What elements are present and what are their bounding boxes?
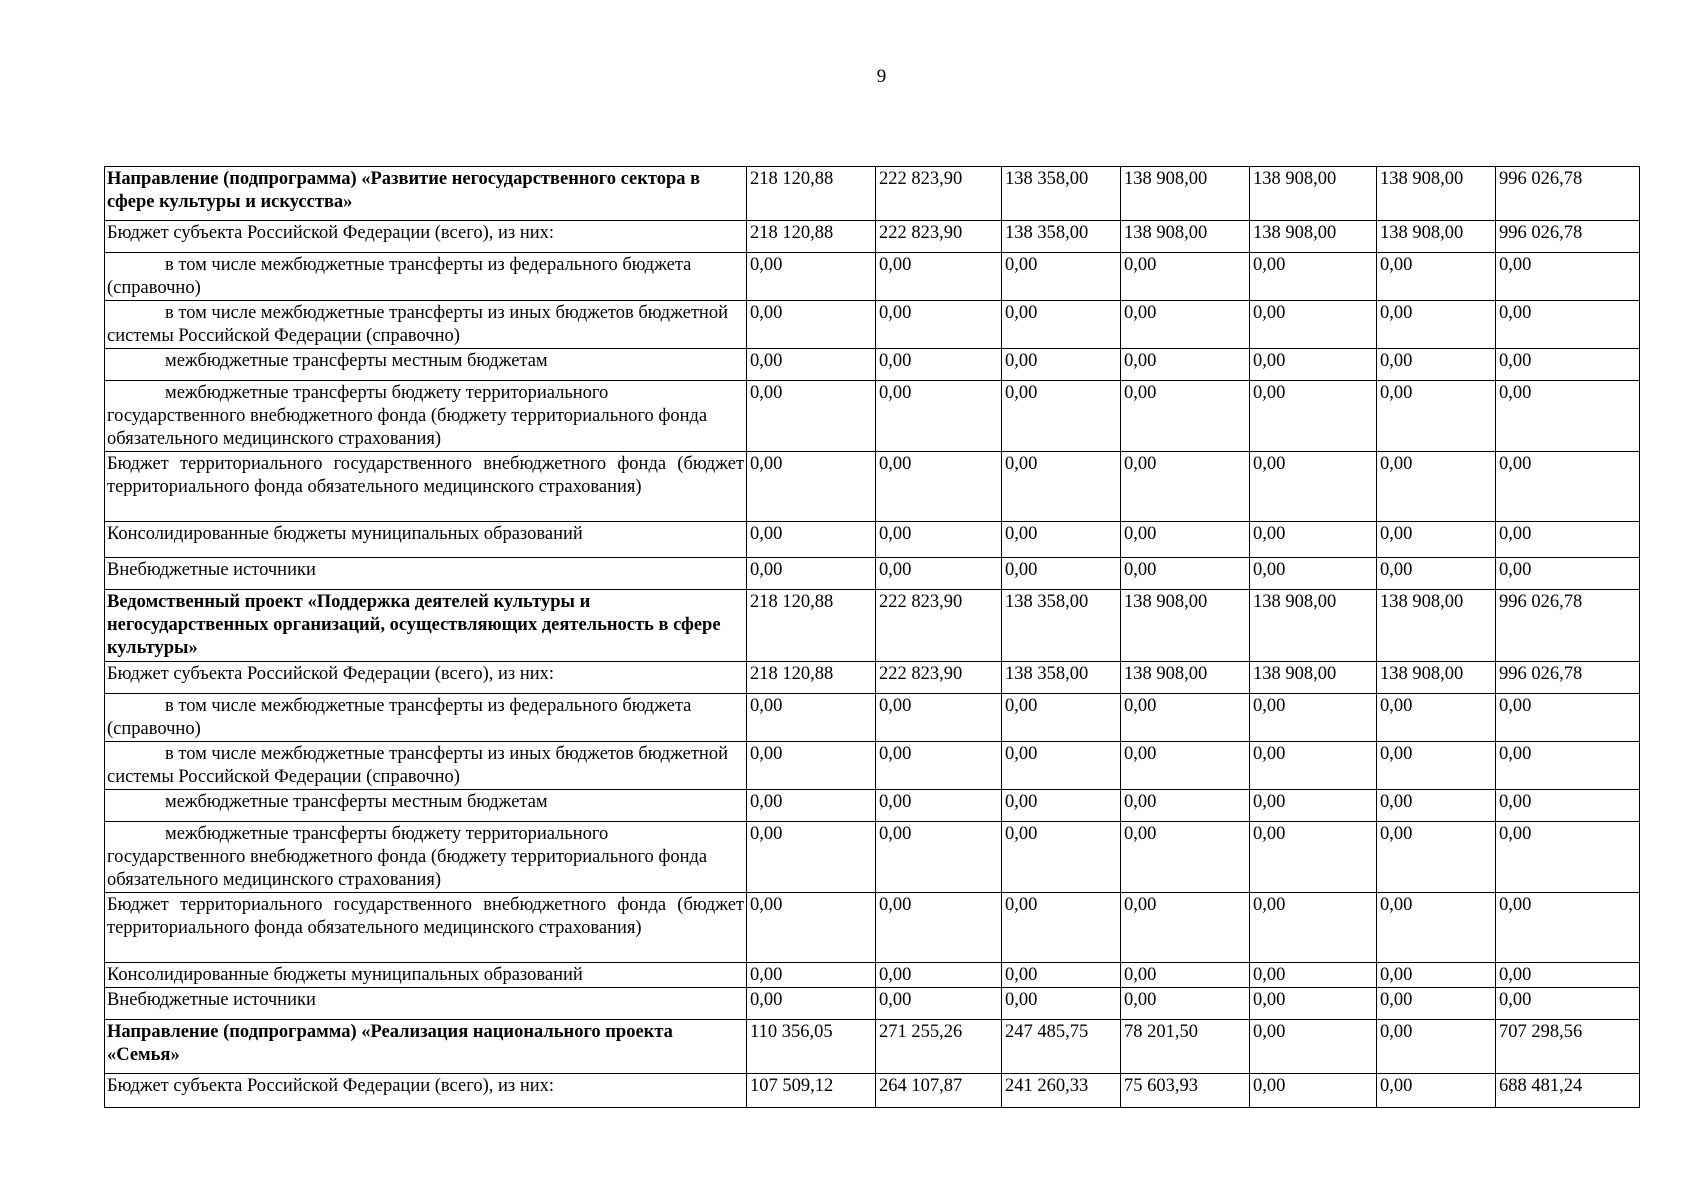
table-row — [105, 167, 1640, 221]
row-label — [105, 253, 747, 301]
cell-value: 218 120,88 — [747, 662, 876, 694]
cell-value: 0,00 — [1121, 301, 1250, 349]
cell-value: 138 358,00 — [1002, 221, 1121, 253]
cell-value: 0,00 — [1377, 790, 1496, 822]
budget-table — [104, 166, 1640, 1108]
cell-value: 138 908,00 — [1250, 221, 1377, 253]
cell-value: 0,00 — [1250, 1074, 1377, 1108]
row-label-text: в том числе межбюджетные трансферты из федерального бюджета (справочно) — [107, 696, 692, 739]
cell-value: 0,00 — [876, 790, 1002, 822]
cell-value: 0,00 — [747, 522, 876, 558]
cell-total: 0,00 — [1496, 790, 1640, 822]
row-label — [105, 349, 747, 381]
row-label — [105, 790, 747, 822]
row-label — [105, 822, 747, 893]
cell-value: 0,00 — [1121, 822, 1250, 893]
row-label — [105, 742, 747, 790]
cell-value: 0,00 — [1250, 742, 1377, 790]
cell-value: 0,00 — [1250, 381, 1377, 452]
cell-value: 0,00 — [1002, 452, 1121, 522]
cell-total: 0,00 — [1496, 822, 1640, 893]
cell-value: 78 201,50 — [1121, 1020, 1250, 1074]
row-label-text: Ведомственный проект «Поддержка деятелей культуры и негосударственных организаций, осуществляющих деятельность в сфере культуры» — [107, 592, 721, 658]
cell-value: 138 908,00 — [1377, 221, 1496, 253]
cell-value: 0,00 — [1002, 349, 1121, 381]
cell-value: 0,00 — [1002, 822, 1121, 893]
cell-value: 0,00 — [1250, 558, 1377, 590]
cell-value: 0,00 — [1002, 893, 1121, 963]
cell-value: 0,00 — [1377, 558, 1496, 590]
row-label-text: Направление (подпрограмма) «Развитие негосударственного сектора в сфере культуры и искусства» — [107, 169, 701, 212]
cell-total: 0,00 — [1496, 963, 1640, 988]
cell-value: 0,00 — [1250, 893, 1377, 963]
cell-total: 0,00 — [1496, 742, 1640, 790]
cell-value: 107 509,12 — [747, 1074, 876, 1108]
table-row — [105, 742, 1640, 790]
row-label — [105, 590, 747, 662]
row-label-text: Бюджет субъекта Российской Федерации (всего), из них: — [107, 664, 555, 684]
cell-value: 0,00 — [1250, 822, 1377, 893]
table-row — [105, 221, 1640, 253]
cell-value: 0,00 — [1250, 1020, 1377, 1074]
cell-value: 138 908,00 — [1121, 662, 1250, 694]
cell-value: 0,00 — [1377, 963, 1496, 988]
cell-value: 0,00 — [1002, 558, 1121, 590]
cell-value: 138 908,00 — [1250, 662, 1377, 694]
cell-value: 0,00 — [747, 253, 876, 301]
cell-value: 0,00 — [747, 349, 876, 381]
row-label — [105, 167, 747, 221]
cell-value: 138 908,00 — [1377, 590, 1496, 662]
table-row — [105, 1074, 1640, 1108]
row-label — [105, 301, 747, 349]
cell-value: 0,00 — [1250, 988, 1377, 1020]
cell-value: 138 908,00 — [1250, 590, 1377, 662]
cell-value: 0,00 — [1121, 742, 1250, 790]
row-label-text: Бюджет территориального государственного внебюджетного фонда (бюджет территориального фонда обязательного медицинского страхования) — [107, 895, 744, 938]
row-label-text: Внебюджетные источники — [107, 560, 316, 580]
cell-value: 0,00 — [876, 452, 1002, 522]
cell-value: 0,00 — [1377, 349, 1496, 381]
cell-value: 0,00 — [1002, 988, 1121, 1020]
cell-value: 0,00 — [1002, 963, 1121, 988]
row-label — [105, 1020, 747, 1074]
cell-value: 0,00 — [747, 301, 876, 349]
row-label-text: межбюджетные трансферты местным бюджетам — [165, 351, 548, 371]
row-label-text: Консолидированные бюджеты муниципальных образований — [107, 965, 583, 985]
cell-value: 0,00 — [876, 301, 1002, 349]
table-row — [105, 253, 1640, 301]
cell-total: 996 026,78 — [1496, 590, 1640, 662]
row-label — [105, 1074, 747, 1108]
cell-value: 0,00 — [1121, 253, 1250, 301]
cell-value: 0,00 — [1250, 522, 1377, 558]
cell-value: 0,00 — [1377, 742, 1496, 790]
cell-value: 0,00 — [1002, 253, 1121, 301]
row-label-text: межбюджетные трансферты бюджету территориального государственного внебюджетного фонда (бюджету территориального фонда обязательного медицинского страхования) — [107, 383, 708, 449]
cell-value: 0,00 — [1377, 253, 1496, 301]
cell-value: 0,00 — [876, 558, 1002, 590]
cell-value: 0,00 — [1250, 253, 1377, 301]
table-row — [105, 790, 1640, 822]
cell-value: 0,00 — [876, 988, 1002, 1020]
row-label-text: Бюджет территориального государственного внебюджетного фонда (бюджет территориального фонда обязательного медицинского страхования) — [107, 454, 744, 497]
table-row — [105, 522, 1640, 558]
cell-value: 0,00 — [1377, 522, 1496, 558]
cell-value: 0,00 — [1002, 742, 1121, 790]
cell-value: 0,00 — [1121, 790, 1250, 822]
table-row — [105, 558, 1640, 590]
cell-total: 0,00 — [1496, 558, 1640, 590]
table-row — [105, 452, 1640, 522]
cell-value: 247 485,75 — [1002, 1020, 1121, 1074]
cell-value: 0,00 — [1250, 694, 1377, 742]
cell-value: 0,00 — [1250, 790, 1377, 822]
cell-value: 0,00 — [876, 822, 1002, 893]
cell-value: 0,00 — [747, 790, 876, 822]
row-label-text: Консолидированные бюджеты муниципальных образований — [107, 524, 583, 544]
cell-value: 218 120,88 — [747, 590, 876, 662]
cell-value: 0,00 — [876, 963, 1002, 988]
row-label-text: межбюджетные трансферты бюджету территориального государственного внебюджетного фонда (бюджету территориального фонда обязательного медицинского страхования) — [107, 824, 708, 890]
cell-value: 264 107,87 — [876, 1074, 1002, 1108]
table-row — [105, 963, 1640, 988]
table-row — [105, 349, 1640, 381]
table-row — [105, 381, 1640, 452]
cell-value: 271 255,26 — [876, 1020, 1002, 1074]
table-body — [105, 167, 1640, 1108]
row-label-text: Внебюджетные источники — [107, 990, 316, 1010]
cell-value: 0,00 — [1121, 381, 1250, 452]
row-label — [105, 893, 747, 963]
row-label — [105, 988, 747, 1020]
cell-value: 138 908,00 — [1121, 167, 1250, 221]
cell-value: 0,00 — [747, 694, 876, 742]
cell-value: 0,00 — [1250, 349, 1377, 381]
cell-total: 707 298,56 — [1496, 1020, 1640, 1074]
table-row — [105, 694, 1640, 742]
cell-value: 0,00 — [1377, 301, 1496, 349]
cell-value: 0,00 — [1377, 988, 1496, 1020]
cell-value: 75 603,93 — [1121, 1074, 1250, 1108]
cell-value: 0,00 — [876, 522, 1002, 558]
cell-value: 0,00 — [1121, 522, 1250, 558]
cell-value: 222 823,90 — [876, 590, 1002, 662]
cell-value: 138 908,00 — [1121, 221, 1250, 253]
row-label-text: в том числе межбюджетные трансферты из иных бюджетов бюджетной системы Российской Федерации (справочно) — [107, 303, 728, 346]
cell-total: 0,00 — [1496, 452, 1640, 522]
cell-value: 0,00 — [747, 558, 876, 590]
row-label — [105, 558, 747, 590]
cell-value: 0,00 — [747, 963, 876, 988]
row-label-text: Бюджет субъекта Российской Федерации (всего), из них: — [107, 223, 555, 243]
cell-value: 0,00 — [1002, 301, 1121, 349]
row-label — [105, 662, 747, 694]
cell-total: 0,00 — [1496, 694, 1640, 742]
cell-value: 0,00 — [1121, 694, 1250, 742]
cell-total: 0,00 — [1496, 349, 1640, 381]
cell-value: 0,00 — [747, 742, 876, 790]
row-label-text: в том числе межбюджетные трансферты из федерального бюджета (справочно) — [107, 255, 692, 298]
cell-value: 0,00 — [1377, 694, 1496, 742]
cell-total: 688 481,24 — [1496, 1074, 1640, 1108]
cell-total: 996 026,78 — [1496, 662, 1640, 694]
table-row — [105, 662, 1640, 694]
cell-value: 0,00 — [876, 253, 1002, 301]
cell-value: 222 823,90 — [876, 221, 1002, 253]
cell-value: 0,00 — [1002, 790, 1121, 822]
cell-value: 0,00 — [876, 742, 1002, 790]
row-label — [105, 452, 747, 522]
cell-value: 0,00 — [1121, 988, 1250, 1020]
row-label-text: в том числе межбюджетные трансферты из иных бюджетов бюджетной системы Российской Федерации (справочно) — [107, 744, 728, 787]
cell-total: 0,00 — [1496, 381, 1640, 452]
cell-total: 0,00 — [1496, 522, 1640, 558]
row-label — [105, 694, 747, 742]
cell-value: 138 908,00 — [1377, 167, 1496, 221]
cell-value: 138 908,00 — [1377, 662, 1496, 694]
cell-value: 0,00 — [1377, 452, 1496, 522]
cell-value: 0,00 — [1121, 349, 1250, 381]
cell-value: 0,00 — [1377, 381, 1496, 452]
page-number: 9 — [876, 66, 887, 87]
cell-value: 110 356,05 — [747, 1020, 876, 1074]
cell-value: 218 120,88 — [747, 167, 876, 221]
cell-total: 0,00 — [1496, 988, 1640, 1020]
cell-value: 0,00 — [1250, 963, 1377, 988]
cell-value: 138 358,00 — [1002, 662, 1121, 694]
cell-value: 0,00 — [747, 893, 876, 963]
cell-total: 0,00 — [1496, 893, 1640, 963]
cell-value: 241 260,33 — [1002, 1074, 1121, 1108]
cell-value: 0,00 — [876, 349, 1002, 381]
cell-value: 0,00 — [1002, 694, 1121, 742]
cell-total: 996 026,78 — [1496, 221, 1640, 253]
cell-value: 0,00 — [1377, 1020, 1496, 1074]
cell-value: 138 908,00 — [1121, 590, 1250, 662]
row-label — [105, 522, 747, 558]
cell-value: 0,00 — [1250, 301, 1377, 349]
cell-value: 0,00 — [876, 893, 1002, 963]
cell-value: 0,00 — [747, 822, 876, 893]
cell-value: 0,00 — [1377, 822, 1496, 893]
cell-total: 0,00 — [1496, 301, 1640, 349]
row-label-text: Бюджет субъекта Российской Федерации (всего), из них: — [107, 1076, 555, 1096]
cell-value: 0,00 — [1377, 893, 1496, 963]
cell-value: 0,00 — [1377, 1074, 1496, 1108]
cell-value: 0,00 — [1002, 522, 1121, 558]
table-row — [105, 822, 1640, 893]
row-label — [105, 963, 747, 988]
table-row — [105, 1020, 1640, 1074]
cell-value: 0,00 — [747, 988, 876, 1020]
cell-total: 0,00 — [1496, 253, 1640, 301]
table-row — [105, 590, 1640, 662]
cell-value: 0,00 — [1121, 893, 1250, 963]
cell-value: 0,00 — [876, 381, 1002, 452]
cell-value: 0,00 — [1121, 963, 1250, 988]
cell-value: 0,00 — [1002, 381, 1121, 452]
cell-value: 0,00 — [747, 452, 876, 522]
cell-value: 0,00 — [1121, 452, 1250, 522]
row-label-text: межбюджетные трансферты местным бюджетам — [165, 792, 548, 812]
cell-value: 0,00 — [1250, 452, 1377, 522]
cell-value: 222 823,90 — [876, 662, 1002, 694]
table-row — [105, 301, 1640, 349]
row-label-text: Направление (подпрограмма) «Реализация национального проекта «Семья» — [107, 1022, 673, 1065]
cell-value: 138 358,00 — [1002, 590, 1121, 662]
cell-value: 0,00 — [747, 381, 876, 452]
cell-total: 996 026,78 — [1496, 167, 1640, 221]
cell-value: 218 120,88 — [747, 221, 876, 253]
cell-value: 138 358,00 — [1002, 167, 1121, 221]
row-label — [105, 221, 747, 253]
cell-value: 222 823,90 — [876, 167, 1002, 221]
cell-value: 0,00 — [876, 694, 1002, 742]
table-row — [105, 988, 1640, 1020]
row-label — [105, 381, 747, 452]
table-row — [105, 893, 1640, 963]
cell-value: 138 908,00 — [1250, 167, 1377, 221]
cell-value: 0,00 — [1121, 558, 1250, 590]
